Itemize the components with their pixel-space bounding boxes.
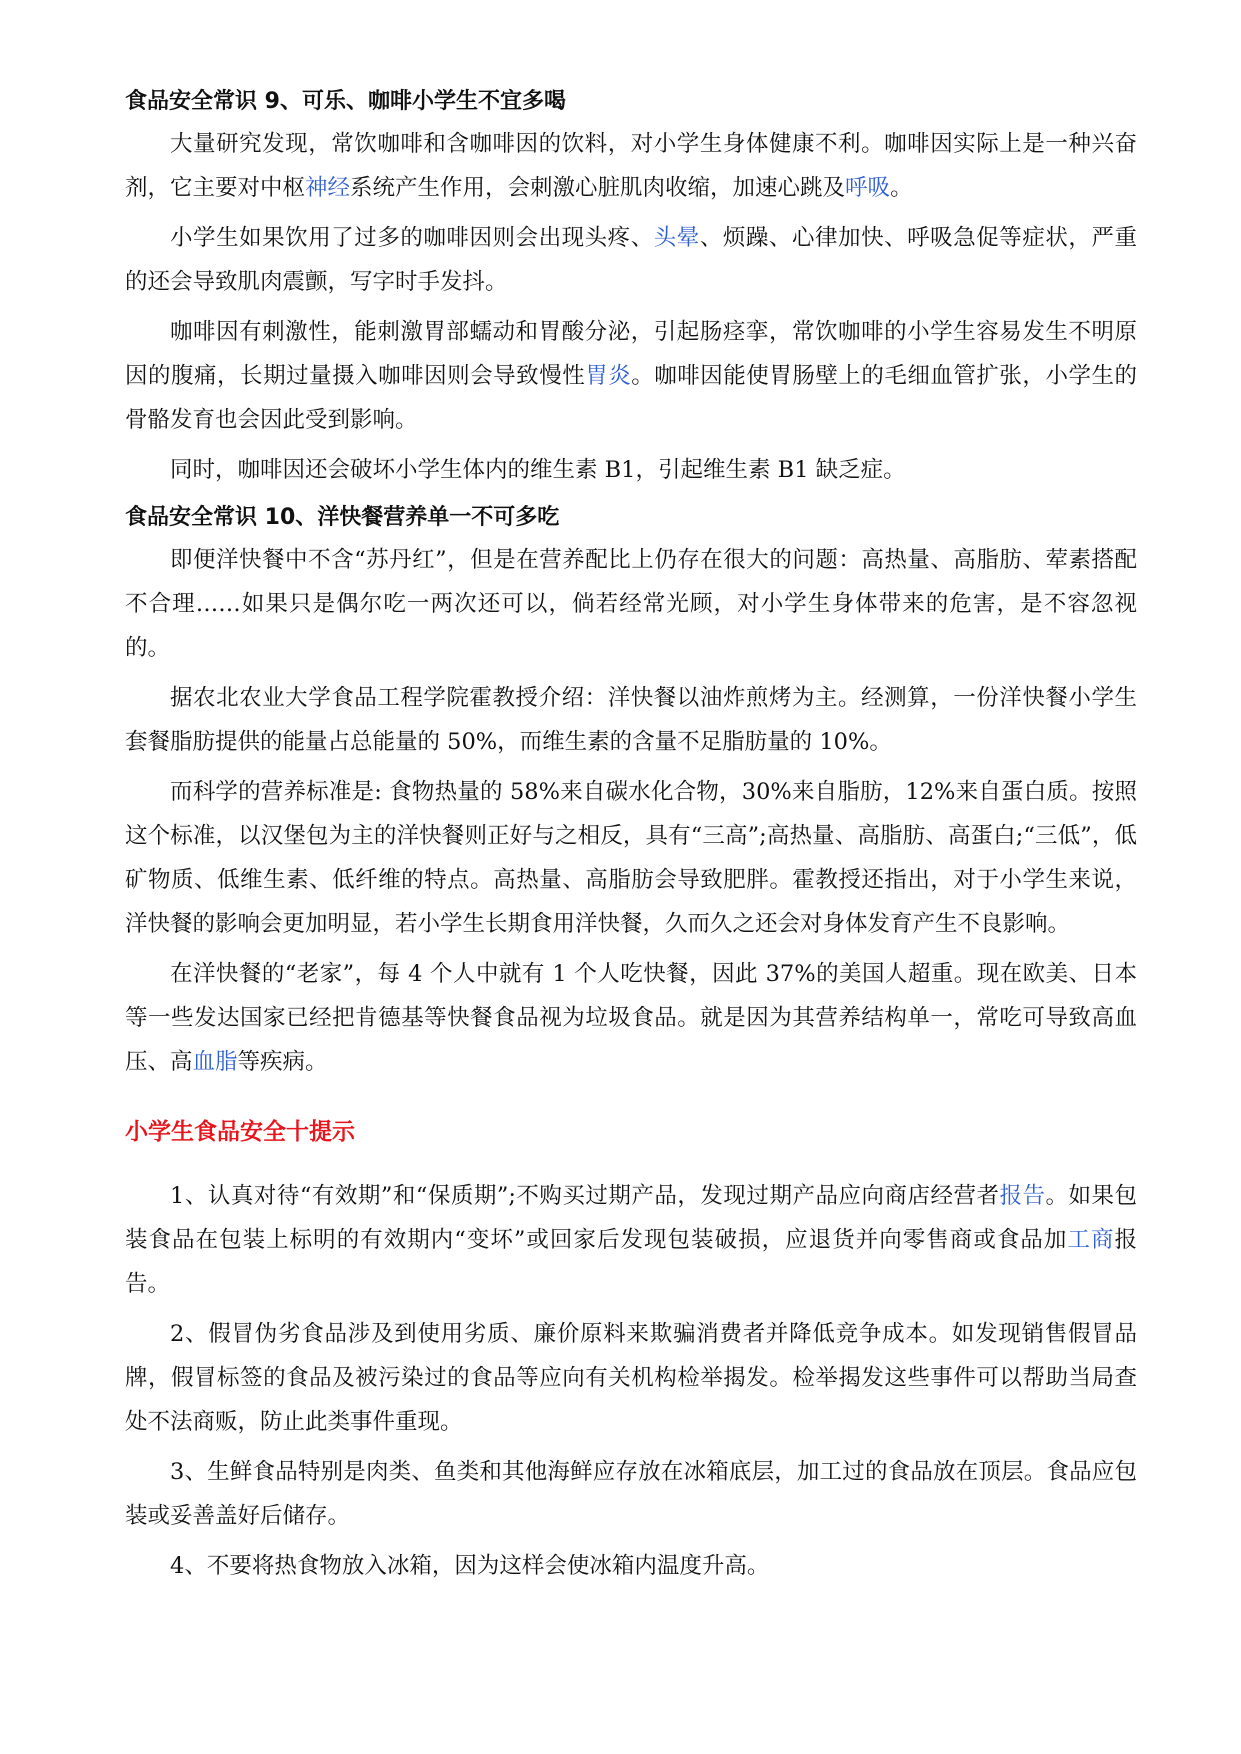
link-breathing[interactable]: 呼吸 <box>845 175 891 201</box>
link-blood-lipid[interactable]: 血脂 <box>192 1049 238 1075</box>
text-span: 报告。 <box>125 1227 1137 1297</box>
tip-3: 3、生鲜食品特别是肉类、鱼类和其他海鲜应存放在冰箱底层，加工过的食品放在顶层。食品应包装或妥善盖好后储存。 <box>125 1459 1137 1529</box>
tips-heading: 小学生食品安全十提示 <box>125 1119 355 1145</box>
section-10-paragraph-3: 而科学的营养标准是: 食物热量的 58%来自碳水化合物，30%来自脂肪，12%来自蛋白质。按照这个标准，以汉堡包为主的洋快餐则正好与之相反，具有“三高”;高热量、高脂肪、高蛋白;“三低”，低矿物质、低维生素、低纤维的特点。高热量、高脂肪会导致肥胖。霍教授还指出，对于小学生来说，洋快餐的影响会更加明显，若小学生长期食用洋快餐，久而久之还会对身体发育产生不良影响。 <box>125 779 1137 937</box>
text-span: 系统产生作用，会刺激心脏肌肉收缩，加速心跳及 <box>350 175 846 201</box>
document-page <box>125 82 1137 1594</box>
text-span: 咖啡因有刺激性，能刺激胃部蠕动和胃酸分泌，引起肠痉挛，常饮咖啡的小学生容易发生不明原因的腹痛，长期过量摄入咖啡因则会导致慢性 <box>125 319 1137 389</box>
link-nerve[interactable]: 神经 <box>305 175 351 201</box>
text-span: 。如果包装食品在包装上标明的有效期内“变坏”或回家后发现包装破损，应退货并向零售商或食品加 <box>125 1183 1137 1253</box>
tip-2: 2、假冒伪劣食品涉及到使用劣质、廉价原料来欺骗消费者并降低竞争成本。如发现销售假冒品牌，假冒标签的食品及被污染过的食品等应向有关机构检举揭发。检举揭发这些事件可以帮助当局查处不法商贩，防止此类事件重现。 <box>125 1321 1137 1435</box>
text-span: 1、认真对待“有效期”和“保质期”;不购买过期产品，发现过期产品应向商店经营者 <box>170 1183 1000 1209</box>
section-10-heading: 食品安全常识 10、洋快餐营养单一不可多吃 <box>125 505 560 530</box>
link-business[interactable]: 工商 <box>1067 1227 1115 1253</box>
text-span: 在洋快餐的“老家”，每 4 个人中就有 1 个人吃快餐，因此 37%的美国人超重。现在欧美、日本等一些发达国家已经把肯德基等快餐食品视为垃圾食品。就是因为其营养结构单一，常吃可导致高血压、高 <box>125 961 1137 1075</box>
section-9-paragraph-4: 同时，咖啡因还会破坏小学生体内的维生素 B1，引起维生素 B1 缺乏症。 <box>170 457 906 483</box>
tip-1 <box>125 1174 1137 1306</box>
text-span: 。 <box>890 175 913 201</box>
section-10-paragraph-4 <box>125 952 1137 1084</box>
link-dizziness[interactable]: 头晕 <box>653 225 700 251</box>
text-span: 等疾病。 <box>237 1049 328 1075</box>
text-span: 大量研究发现，常饮咖啡和含咖啡因的饮料，对小学生身体健康不利。咖啡因实际上是一种兴奋剂，它主要对中枢 <box>125 131 1137 201</box>
section-9-heading: 食品安全常识 9、可乐、咖啡小学生不宜多喝 <box>125 89 566 114</box>
section-9-paragraph-2 <box>125 216 1137 304</box>
tip-4: 4、不要将热食物放入冰箱，因为这样会使冰箱内温度升高。 <box>170 1553 770 1579</box>
section-9-paragraph-3 <box>125 310 1137 442</box>
link-gastritis[interactable]: 胃炎 <box>585 363 632 389</box>
text-span: 。咖啡因能使胃肠壁上的毛细血管扩张，小学生的骨骼发育也会因此受到影响。 <box>125 363 1137 433</box>
link-report[interactable]: 报告 <box>999 1183 1046 1209</box>
section-9-paragraph-1 <box>125 122 1137 210</box>
text-span: 、烦躁、心律加快、呼吸急促等症状，严重的还会导致肌肉震颤，写字时手发抖。 <box>125 225 1137 295</box>
text-span: 小学生如果饮用了过多的咖啡因则会出现头疼、 <box>170 225 654 251</box>
section-10-paragraph-1: 即便洋快餐中不含“苏丹红”，但是在营养配比上仍存在很大的问题：高热量、高脂肪、荤素搭配不合理……如果只是偶尔吃一两次还可以，倘若经常光顾，对小学生身体带来的危害，是不容忽视的。 <box>125 547 1137 661</box>
section-10-paragraph-2: 据农北农业大学食品工程学院霍教授介绍：洋快餐以油炸煎烤为主。经测算，一份洋快餐小学生套餐脂肪提供的能量占总能量的 50%，而维生素的含量不足脂肪量的 10%。 <box>125 685 1137 755</box>
